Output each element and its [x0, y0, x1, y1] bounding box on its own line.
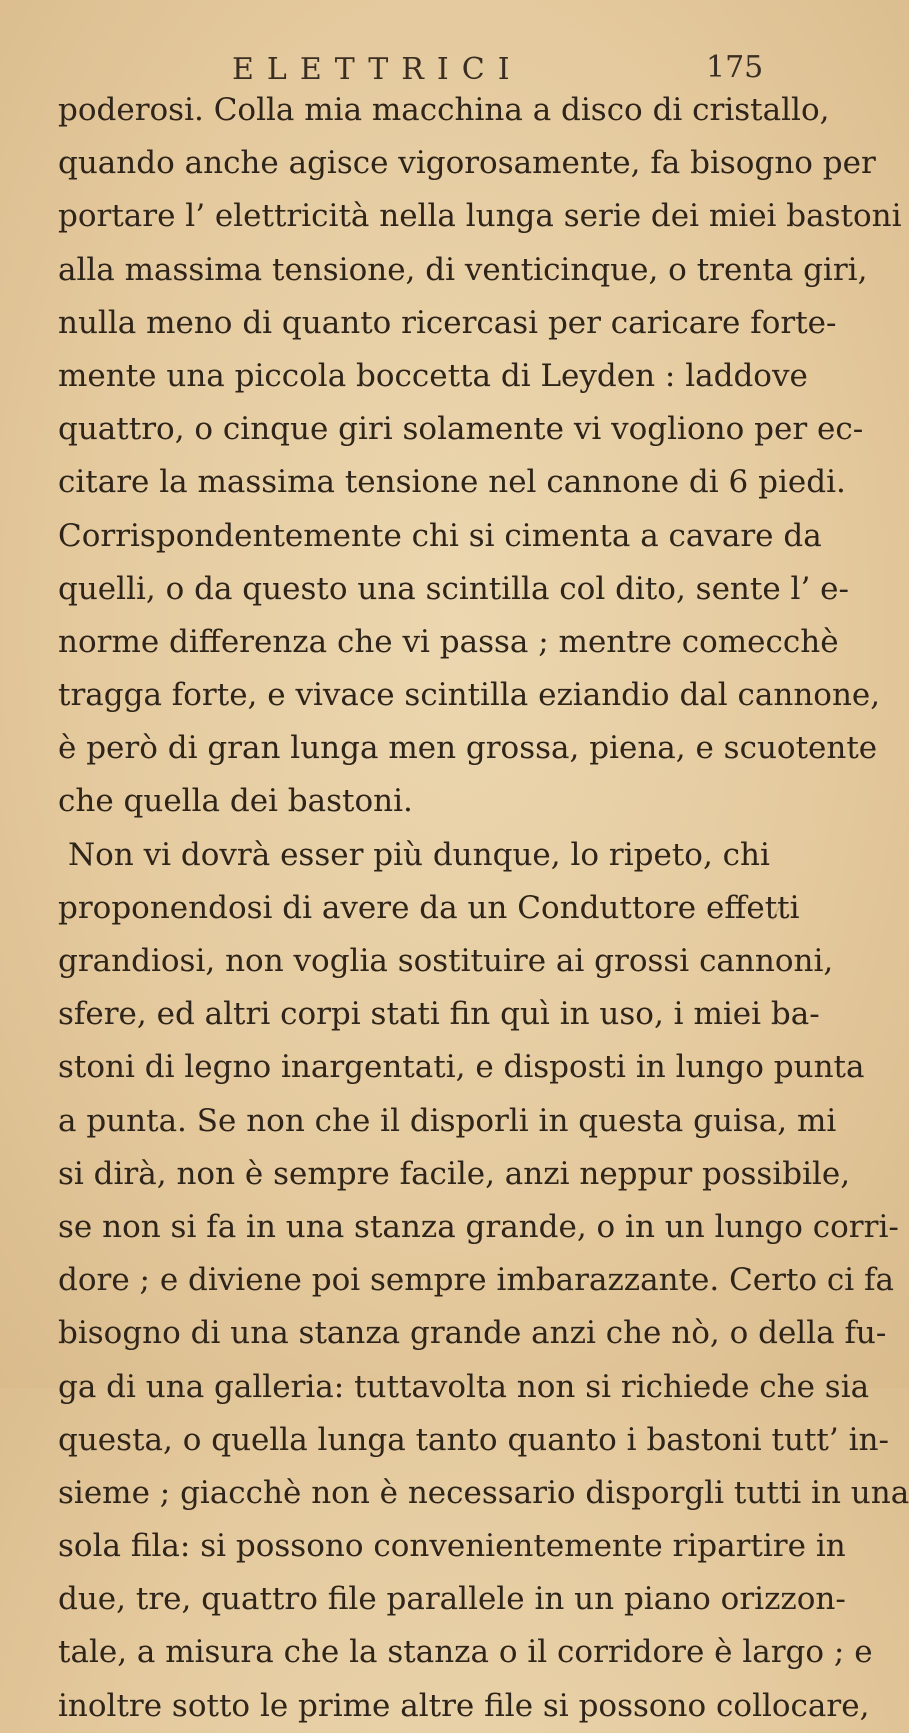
text-line: questa, o quella lunga tanto quanto i bastoni tutt’ in-: [58, 1421, 889, 1458]
text-line: a punta. Se non che il disporli in questa guisa, mi: [58, 1102, 837, 1139]
text-line: tale, a misura che la stanza o il corridore è largo ; e: [58, 1634, 873, 1671]
text-line: quelli, o da questo una scintilla col dito, sente l’ e-: [58, 570, 849, 607]
text-line: proponendosi di avere da un Conduttore effetti: [58, 889, 800, 926]
text-line: alla massima tensione, di venticinque, o trenta giri,: [58, 251, 868, 288]
paragraph-start-line: Non vi dovrà esser più dunque, lo ripeto, chi: [68, 836, 770, 873]
text-line: ga di una galleria: tuttavolta non si richiede che sia: [58, 1368, 870, 1405]
text-line: poderosi. Colla mia macchina a disco di cristallo,: [58, 92, 830, 128]
text-line: tragga forte, e vivace scintilla eziandio dal cannone,: [58, 677, 881, 714]
text-line: si dirà, non è sempre facile, anzi neppur possibile,: [58, 1155, 851, 1192]
text-line: sfere, ed altri corpi stati fin quì in uso, i miei ba-: [58, 996, 820, 1033]
text-line: nulla meno di quanto ricercasi per caricare forte-: [58, 304, 837, 341]
text-line: citare la massima tensione nel cannone di 6 piedi.: [58, 464, 846, 501]
text-line: Corrispondentemente chi si cimenta a cavare da: [58, 517, 822, 554]
text-line: sieme ; giacchè non è necessario disporgli tutti in una: [58, 1474, 909, 1511]
text-line: è però di gran lunga men grossa, piena, e scuotente: [58, 730, 878, 767]
text-line: grandiosi, non voglia sostituire ai grossi cannoni,: [58, 943, 834, 979]
running-title: ELETTRICI: [232, 52, 523, 87]
text-line: bisogno di una stanza grande anzi che nò, o della fu-: [58, 1315, 887, 1352]
text-line: due, tre, quattro file parallele in un piano orizzon-: [58, 1581, 846, 1618]
body-text: [58, 84, 909, 1733]
text-line: quando anche agisce vigorosamente, fa bisogno per: [58, 145, 876, 182]
paragraph-end-line: che quella dei bastoni.: [58, 783, 413, 820]
text-line: norme differenza che vi passa ; mentre comecchè: [58, 623, 839, 660]
text-line: portare l’ elettricità nella lunga serie dei miei bastoni: [58, 198, 902, 235]
text-line: sola fila: si possono convenientemente ripartire in: [58, 1528, 846, 1565]
text-line: mente una piccola boccetta di Leyden : laddove: [58, 357, 808, 394]
page-number: 175: [706, 50, 764, 85]
text-line: dore ; e diviene poi sempre imbarazzante. Certo ci fa: [58, 1262, 895, 1299]
text-line: quattro, o cinque giri solamente vi vogliono per ec-: [58, 411, 864, 448]
text-line: stoni di legno inargentati, e disposti in lungo punta: [58, 1049, 865, 1086]
text-line: se non si fa in una stanza grande, o in un lungo corri-: [58, 1208, 899, 1245]
text-line: inoltre sotto le prime altre file si possono collocare,: [58, 1687, 870, 1724]
